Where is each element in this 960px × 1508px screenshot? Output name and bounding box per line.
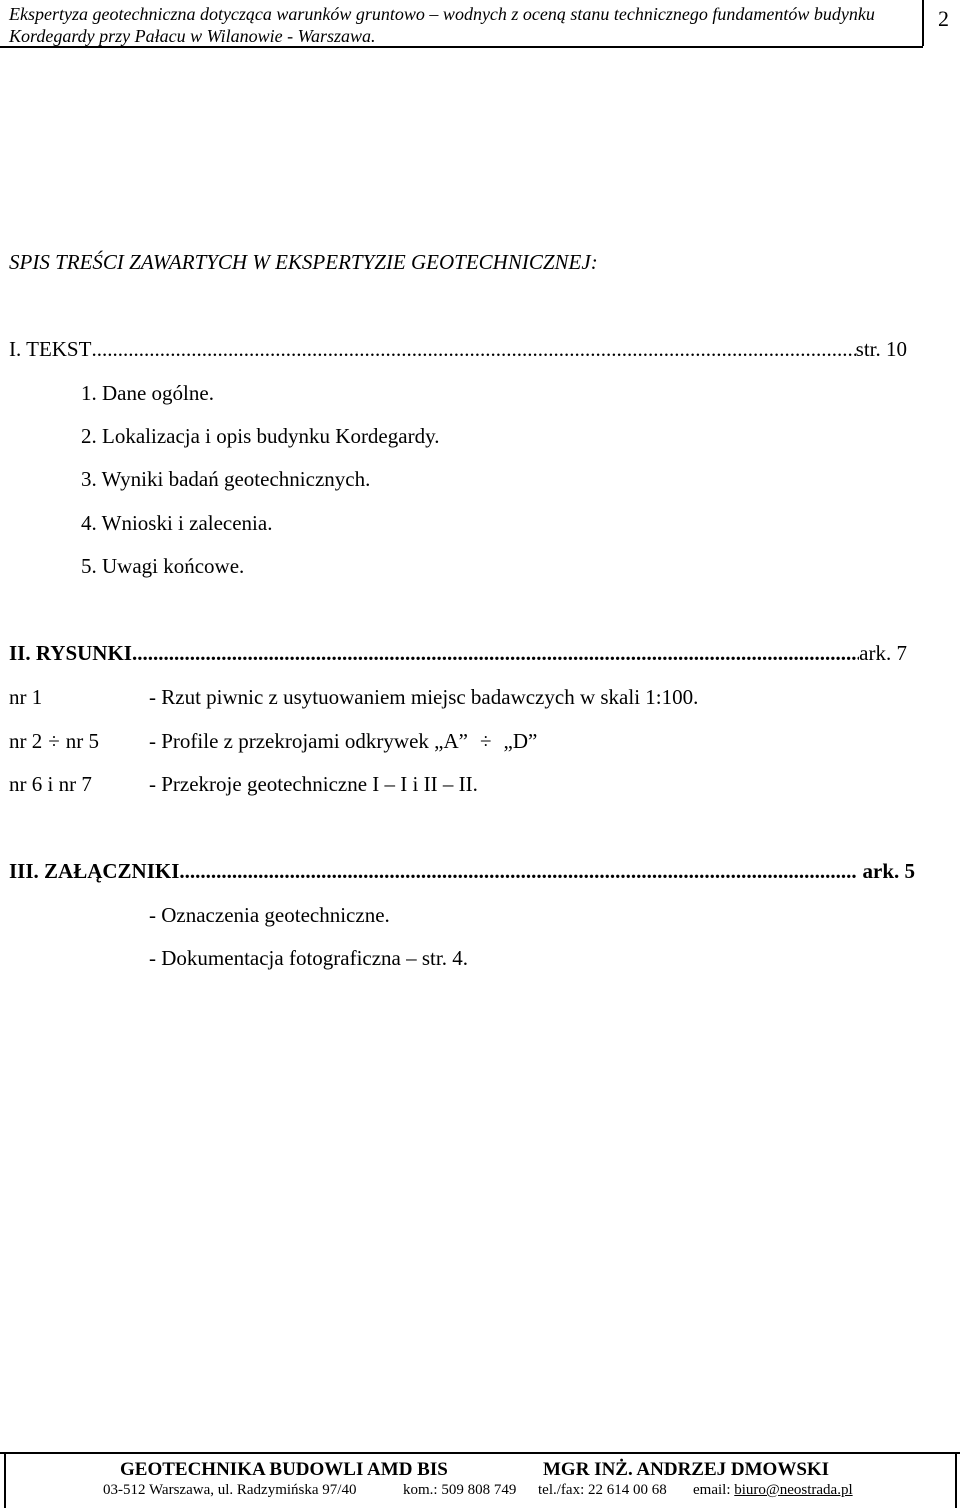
toc-entry-drawings-ref: ark. 7 [859,641,907,665]
list-item: 3. Wyniki badań geotechnicznych. [81,467,371,491]
page-number: 2 [938,6,949,31]
attachment-item: - Oznaczenia geotechniczne. [149,903,390,927]
list-item: 1. Dane ogólne. [81,381,214,405]
toc-entry-attachments [9,859,915,884]
header-title-line1: Ekspertyza geotechniczna dotycząca warunków gruntowo – wodnych z oceną stanu technicznego fundamentów budynku [9,4,875,24]
toc-entry-attachments-ref: ark. 5 [857,859,915,883]
drawing-description-start: - Profile z przekrojami odkrywek „A” [149,729,468,753]
range-divider: ÷ [479,729,492,753]
toc-entry-drawings [9,641,907,666]
toc-entry-text-label: I. TEKST [9,337,92,361]
list-item: 4. Wnioski i zalecenia. [81,511,273,535]
footer-company: GEOTECHNIKA BUDOWLI AMD BIS [120,1459,448,1480]
footer-divider [0,1452,960,1454]
drawing-number: nr 6 i nr 7 [9,772,92,796]
drawing-description: - Przekroje geotechniczne I – I i II – II. [149,772,478,796]
drawing-description [149,729,537,754]
footer-email-label: email: [693,1482,735,1498]
drawing-number-range [9,729,99,754]
footer-address: 03-512 Warszawa, ul. Radzymińska 97/40 [103,1482,357,1498]
header-divider-vertical [922,0,924,46]
header-title-line2: Kordegardy przy Pałacu w Wilanowie - Warszawa. [9,26,376,46]
footer-email-link[interactable]: biuro@neostrada.pl [734,1482,853,1498]
drawing-description: - Rzut piwnic z usytuowaniem miejsc badawczych w skali 1:100. [149,685,699,709]
list-item: 2. Lokalizacja i opis budynku Kordegardy. [81,424,440,448]
footer-phone: tel./fax: 22 614 00 68 [538,1482,667,1498]
drawing-number-start: nr 2 [9,729,43,753]
page-title: SPIS TREŚCI ZAWARTYCH W EKSPERTYZIE GEOTECHNICZNEJ: [9,250,598,274]
dot-leader [179,859,857,884]
footer-email [693,1482,853,1499]
footer-border-left [4,1452,6,1508]
range-divider: ÷ [48,729,60,753]
footer-border-right [955,1452,957,1508]
attachment-item: - Dokumentacja fotograficzna – str. 4. [149,946,468,970]
header-divider [0,46,923,48]
toc-entry-drawings-label: II. RYSUNKI [9,641,132,665]
dot-leader [91,337,855,362]
toc-entry-text [9,337,907,362]
toc-entry-attachments-label: III. ZAŁĄCZNIKI [9,859,180,883]
footer-engineer: MGR INŻ. ANDRZEJ DMOWSKI [543,1459,830,1480]
dot-leader [132,641,859,666]
list-item: 5. Uwagi końcowe. [81,554,245,578]
drawing-number-end: nr 5 [65,729,100,753]
toc-entry-text-ref: str. 10 [855,337,907,361]
drawing-number: nr 1 [9,685,43,709]
drawing-description-end: „D” [503,729,538,753]
footer-mobile: kom.: 509 808 749 [403,1482,517,1498]
